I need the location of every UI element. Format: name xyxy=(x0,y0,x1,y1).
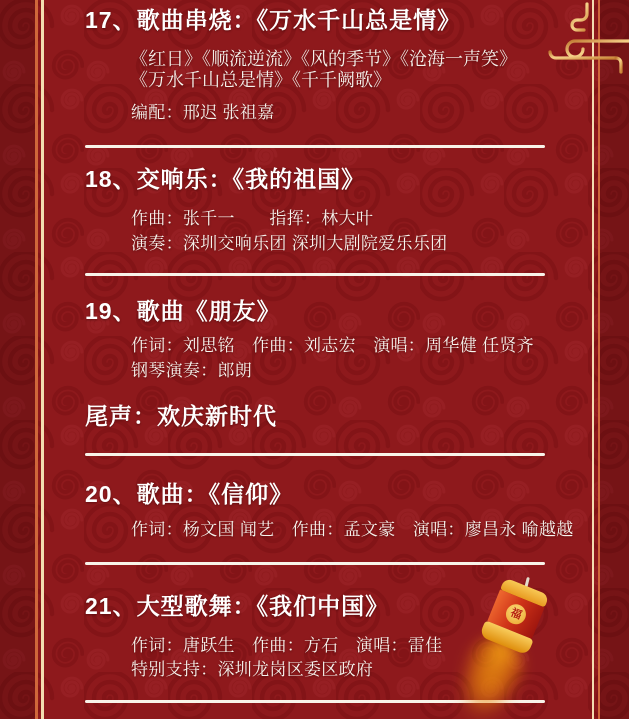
frame-line-left-inner xyxy=(41,0,44,719)
section-divider xyxy=(85,562,545,565)
item18-credit: 作曲：张千一 指挥：林大叶 xyxy=(131,209,374,228)
item17-song-list: 《万水千山总是情》《千千阙歌》 xyxy=(130,70,391,90)
item18-credit: 演奏：深圳交响乐团 深圳大剧院爱乐乐团 xyxy=(131,234,448,253)
item19-credit: 钢琴演奏：郎朗 xyxy=(131,361,253,380)
cloud-ornament-icon xyxy=(534,0,629,80)
item20-heading: 20、歌曲：《信仰》 xyxy=(85,481,294,507)
section-divider xyxy=(85,273,545,276)
section-divider xyxy=(85,145,545,148)
item19-credit: 作词：刘思铭 作曲：刘志宏 演唱：周华健 任贤齐 xyxy=(131,336,534,355)
item21-heading: 21、大型歌舞：《我们中国》 xyxy=(85,593,390,619)
item21-credit: 特别支持：深圳龙岗区委区政府 xyxy=(131,660,374,679)
frame-line-right-inner xyxy=(592,0,595,719)
finale-heading: 尾声：欢庆新时代 xyxy=(85,403,277,429)
item17-song-list: 《红日》《顺流逆流》《风的季节》《沧海一声笑》 xyxy=(130,49,517,69)
item17-credit: 编配：邢迟 张祖嘉 xyxy=(131,103,275,122)
firecracker-emblem: 福 xyxy=(503,601,529,627)
item19-heading: 19、歌曲《朋友》 xyxy=(85,298,281,324)
section-divider xyxy=(85,453,545,456)
left-margin-shade xyxy=(0,0,35,719)
item18-heading: 18、交响乐：《我的祖国》 xyxy=(85,166,366,192)
item21-credit: 作词：唐跃生 作曲：方石 演唱：雷佳 xyxy=(131,636,443,655)
frame-line-right-outer xyxy=(598,0,601,719)
right-margin-shade xyxy=(600,0,629,719)
frame-line-left-outer xyxy=(35,0,38,719)
item20-credit: 作词：杨文国 闻艺 作曲：孟文豪 演唱：廖昌永 喻越越 xyxy=(131,520,574,539)
item17-heading: 17、歌曲串烧：《万水千山总是情》 xyxy=(85,7,462,33)
